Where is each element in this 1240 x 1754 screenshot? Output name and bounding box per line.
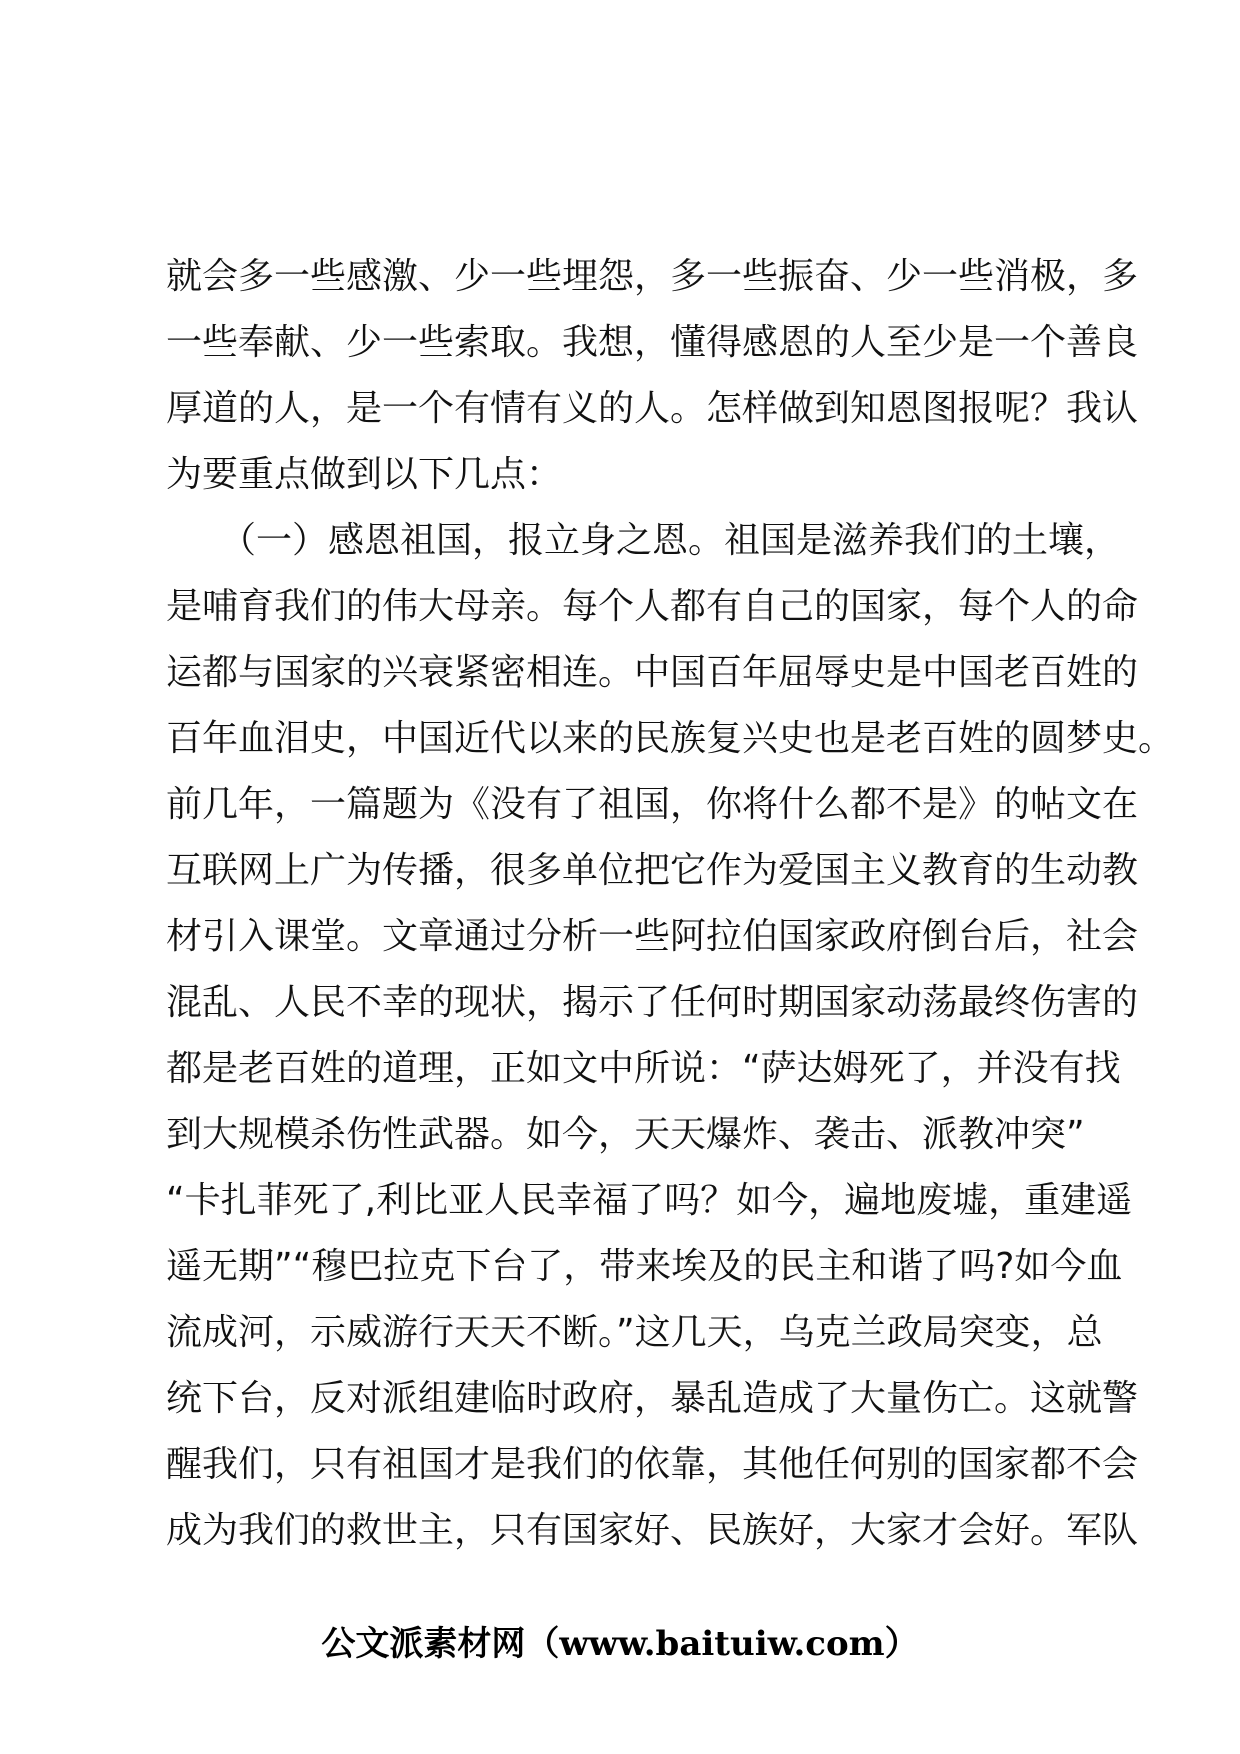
page-footer: 公文派素材网（www.baituiw.com） <box>321 1624 919 1664</box>
text-line: 就会多一些感激、少一些埋怨，多一些振奋、少一些消极，多 <box>166 256 1139 297</box>
text-line: （一）感恩祖国，报立身之恩。祖国是滋养我们的土壤， <box>166 520 1121 561</box>
text-line: 到大规模杀伤性武器。如今，天天爆炸、袭击、派教冲突” <box>166 1114 1085 1155</box>
text-line: 流成河，示威游行天天不断。”这几天，乌克兰政局突变，总 <box>166 1312 1103 1353</box>
text-line: 成为我们的救世主，只有国家好、民族好，大家才会好。军队 <box>166 1510 1139 1551</box>
text-line: 互联网上广为传播，很多单位把它作为爱国主义教育的生动教 <box>166 850 1139 891</box>
text-line: 统下台，反对派组建临时政府，暴乱造成了大量伤亡。这就警 <box>166 1378 1139 1419</box>
text-line: 一些奉献、少一些索取。我想，懂得感恩的人至少是一个善良 <box>166 322 1139 363</box>
text-line: 运都与国家的兴衰紧密相连。中国百年屈辱史是中国老百姓的 <box>166 652 1139 693</box>
text-line: 百年血泪史，中国近代以来的民族复兴史也是老百姓的圆梦史。 <box>166 718 1175 759</box>
text-line: 厚道的人，是一个有情有义的人。怎样做到知恩图报呢？我认 <box>166 388 1139 429</box>
text-line: 是哺育我们的伟大母亲。每个人都有自己的国家，每个人的命 <box>166 586 1139 627</box>
text-line: 前几年，一篇题为《没有了祖国，你将什么都不是》的帖文在 <box>166 784 1139 825</box>
text-line: 材引入课堂。文章通过分析一些阿拉伯国家政府倒台后，社会 <box>166 916 1139 957</box>
text-line: “卡扎菲死了,利比亚人民幸福了吗？如今，遍地废墟，重建遥 <box>166 1180 1133 1221</box>
text-line: 遥无期”“穆巴拉克下台了，带来埃及的民主和谐了吗?如今血 <box>166 1246 1123 1287</box>
text-line: 都是老百姓的道理，正如文中所说：“萨达姆死了，并没有找 <box>166 1048 1121 1089</box>
text-line: 为要重点做到以下几点： <box>166 454 563 495</box>
text-line: 醒我们，只有祖国才是我们的依靠，其他任何别的国家都不会 <box>166 1444 1139 1485</box>
body-text <box>166 244 1175 1564</box>
text-line: 混乱、人民不幸的现状，揭示了任何时期国家动荡最终伤害的 <box>166 982 1139 1023</box>
